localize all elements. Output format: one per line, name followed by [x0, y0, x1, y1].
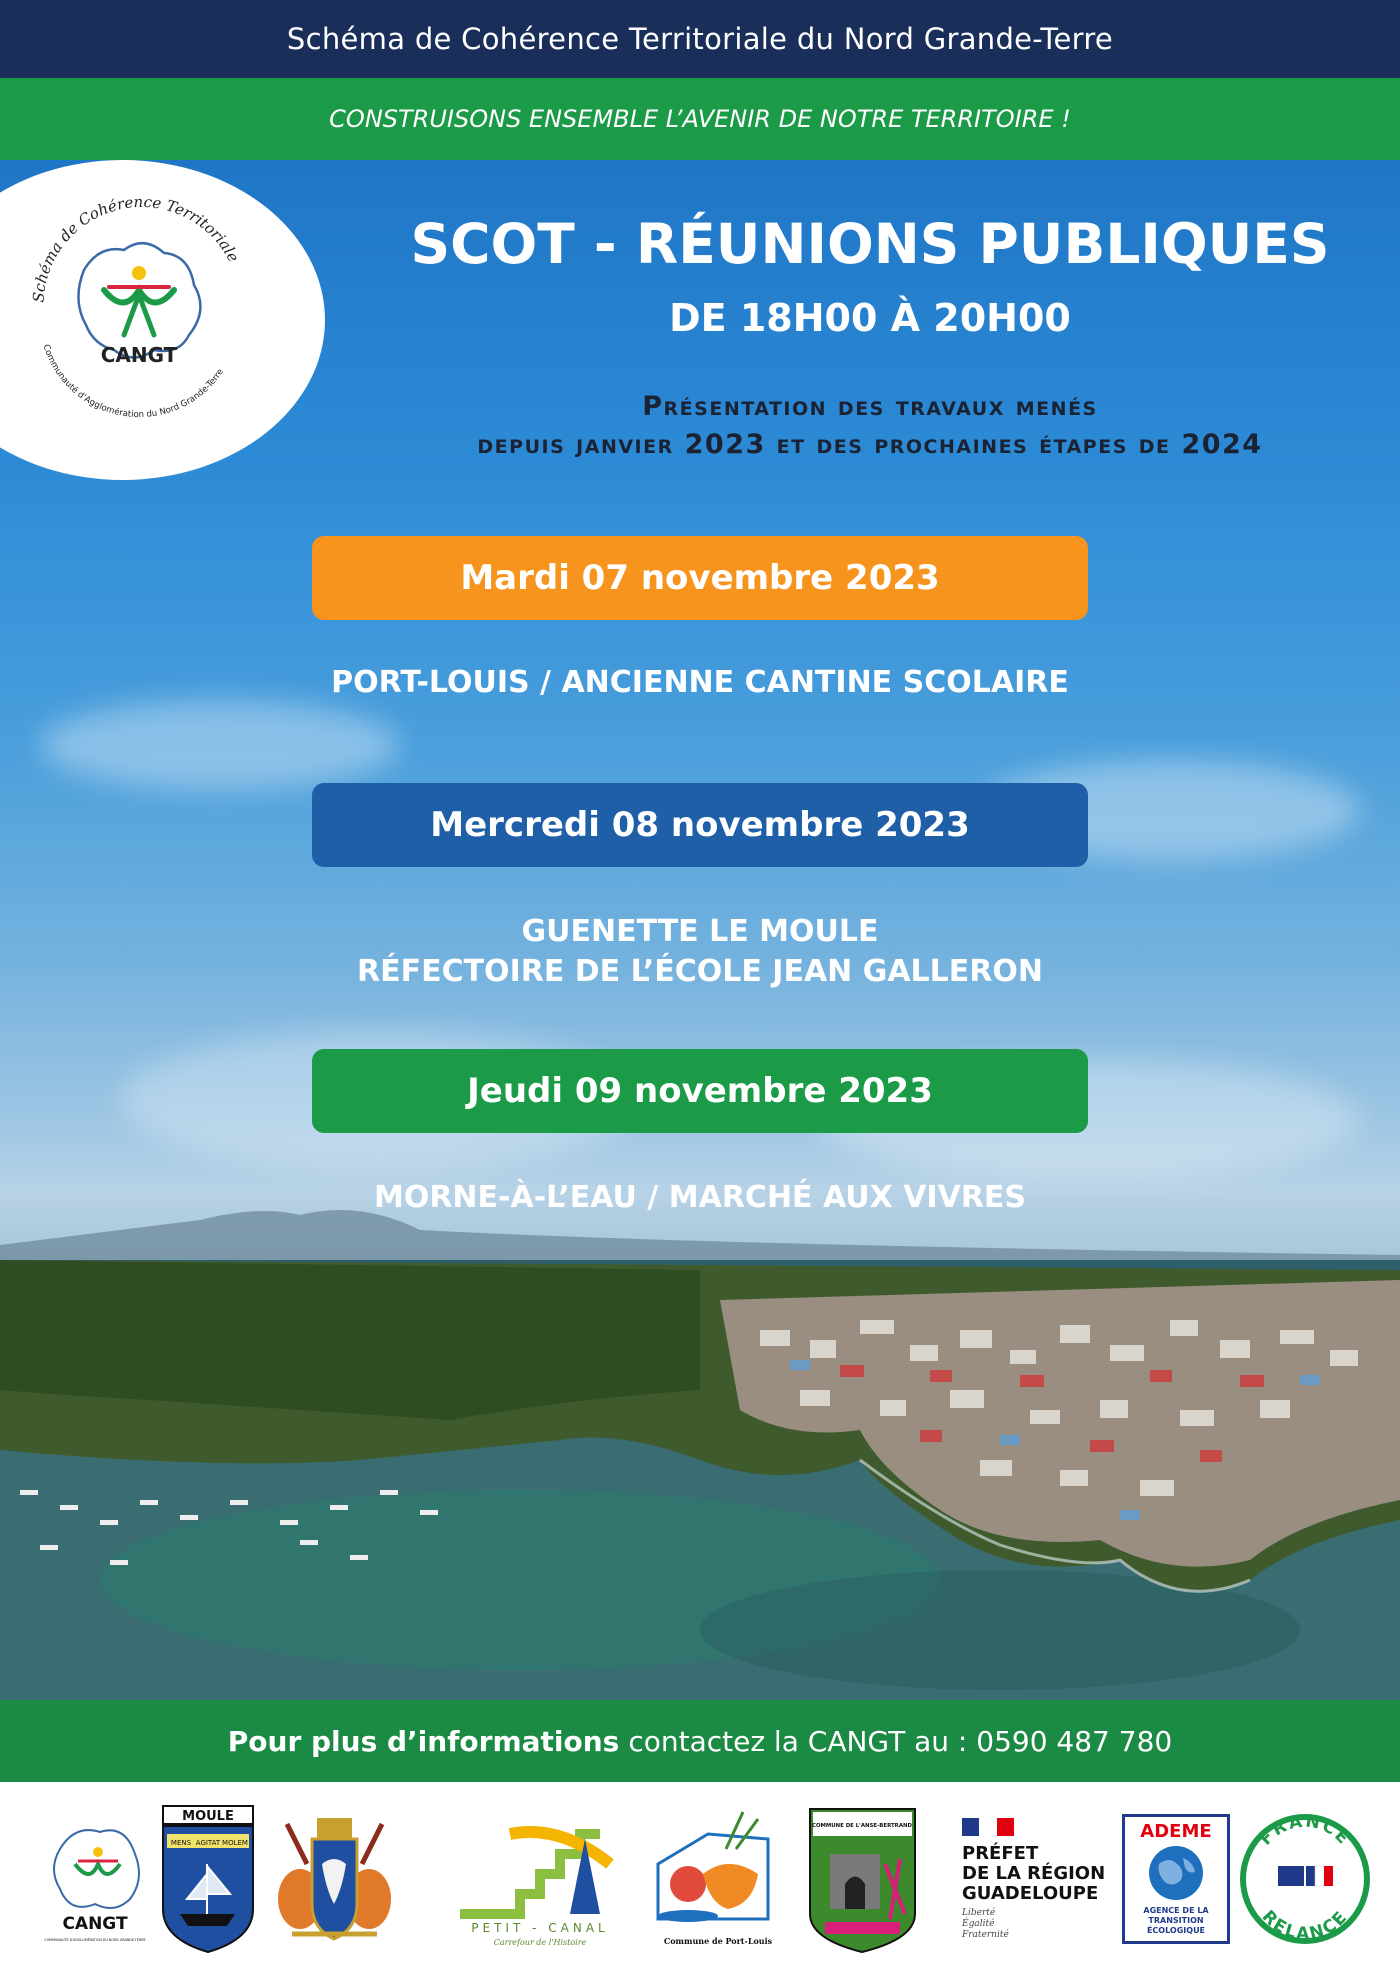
prefet-line-1: PRÉFET	[962, 1843, 1039, 1864]
prefet-motto-1: Liberté	[962, 1908, 996, 1918]
ademe-sub-2: TRANSITION	[1148, 1916, 1204, 1925]
logo-name: CANGT	[100, 343, 178, 367]
presentation-text	[360, 388, 1380, 464]
meeting-date-2: Mercredi 08 novembre 2023	[312, 783, 1088, 867]
ademe-sub-3: ÉCOLOGIQUE	[1146, 1926, 1206, 1935]
globe-icon	[1147, 1844, 1205, 1902]
meeting-place-3-line-1: MORNE-À-L’EAU / MARCHÉ AUX VIVRES	[373, 1180, 1027, 1215]
slogan: CONSTRUISONS ENSEMBLE L’AVENIR DE NOTRE TERRITOIRE !	[329, 105, 1071, 133]
slogan-bar	[0, 78, 1400, 160]
prefet-logo	[962, 1818, 1122, 1958]
moule-motto-1: MENS	[170, 1839, 192, 1847]
partner-logos-strip	[0, 1782, 1400, 1980]
presentation-line-1: Présentation des travaux menés	[642, 391, 1098, 422]
meeting-place-1-line-1: PORT-LOUIS / ANCIENNE CANTINE SCOLAIRE	[331, 665, 1069, 700]
prefet-line-2: DE LA RÉGION	[962, 1863, 1106, 1884]
moule-logo	[155, 1804, 260, 1954]
meeting-place-2-line-2: RÉFECTOIRE DE L’ÉCOLE JEAN GALLERON	[357, 954, 1043, 989]
header-title: Schéma de Cohérence Territoriale du Nord Grande-Terre	[286, 22, 1114, 56]
prefet-line-3: GUADELOUPE	[962, 1883, 1099, 1904]
logo-arc-top: Schéma de Cohérence Territoriale	[29, 192, 243, 304]
ademe-name: ADEME	[1140, 1821, 1212, 1842]
marianne-flag-icon	[962, 1818, 1014, 1836]
cangt-partner-name: CANGT	[62, 1914, 128, 1934]
cangt-emblem-icon	[14, 175, 264, 435]
ademe-sub-1: AGENCE DE LA	[1143, 1906, 1209, 1915]
cangt-partner-sub: COMMUNAUTÉ D'AGGLOMÉRATION DU NORD GRANDE-TERRE	[44, 1938, 146, 1942]
coat-of-arms-logo	[272, 1804, 397, 1954]
moule-motto-2: AGITAT	[195, 1839, 221, 1847]
moule-motto-3: MOLEM	[222, 1839, 248, 1847]
cangt-partner-logo	[40, 1804, 150, 1954]
relance-top: FRANCE	[1255, 1811, 1355, 1850]
meeting-place-1	[250, 663, 1150, 703]
contact-info-text: contactez la CANGT au : 0590 487 780	[628, 1724, 1173, 1758]
ademe-logo	[1122, 1814, 1230, 1944]
meeting-place-2-line-1: GUENETTE LE MOULE	[521, 914, 879, 949]
prefet-motto-2: Égalité	[962, 1919, 995, 1929]
france-relance-logo	[1240, 1804, 1370, 1954]
meeting-place-3	[250, 1178, 1150, 1218]
anse-bertrand-name: COMMUNE DE L'ANSE-BERTRAND	[811, 1823, 913, 1829]
meeting-place-2	[250, 912, 1150, 992]
header-title-bar	[0, 0, 1400, 78]
relance-bottom: RELANCE	[1257, 1906, 1353, 1945]
contact-info-bar	[0, 1700, 1400, 1782]
port-louis-name: Commune de Port-Louis	[663, 1936, 773, 1946]
contact-info-bold: Pour plus d’informations	[227, 1724, 620, 1758]
petit-canal-logo	[450, 1804, 630, 1954]
logo-arc-bottom: Communauté d’Agglomération du Nord Grande-Terre	[40, 343, 226, 421]
meeting-date-1: Mardi 07 novembre 2023	[312, 536, 1088, 620]
port-louis-logo	[648, 1804, 788, 1954]
presentation-line-2: depuis janvier 2023 et des prochaines étapes de 2024	[477, 429, 1263, 460]
prefet-motto-3: Fraternité	[962, 1930, 1009, 1940]
meeting-date-3: Jeudi 09 novembre 2023	[312, 1049, 1088, 1133]
anse-bertrand-logo	[805, 1804, 920, 1954]
meeting-hours: DE 18H00 À 20H00	[669, 296, 1071, 340]
page-title: SCOT - RÉUNIONS PUBLIQUES	[410, 212, 1330, 276]
cangt-logo	[14, 175, 264, 435]
moule-name: MOULE	[182, 1809, 234, 1824]
petit-canal-sub: Carrefour de l'Histoire	[493, 1938, 587, 1947]
petit-canal-name: PETIT - CANAL	[471, 1921, 609, 1935]
